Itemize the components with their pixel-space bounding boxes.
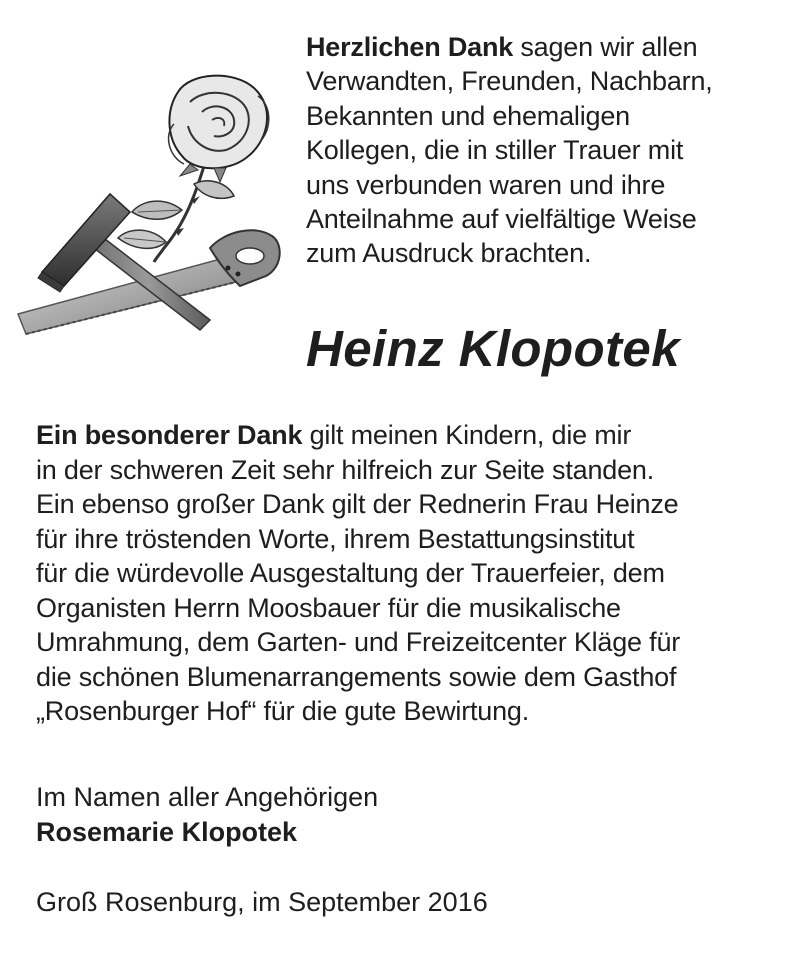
intro-first-line [306, 30, 786, 64]
signoff-line: Im Namen aller Angehörigen [36, 782, 379, 812]
intro-lead-rest: sagen wir allen [513, 32, 698, 62]
signer-name: Rosemarie Klopotek [36, 816, 298, 847]
body-first-line [36, 418, 786, 453]
intro-line: Bekannten und ehemaligen [306, 100, 630, 131]
body-line: „Rosenburger Hof“ für die gute Bewirtung. [36, 696, 530, 726]
intro-line: Kollegen, die in stiller Trauer mit [306, 135, 684, 166]
body-line: Ein ebenso großer Dank gilt der Rednerin Frau Heinze [36, 489, 679, 519]
body-line: Umrahmung, dem Garten- und Freizeitcenter Kläge für [36, 627, 681, 657]
body-line: Organisten Herrn Moosbauer für die musikalische [36, 592, 621, 623]
intro-lead-bold: Herzlichen Dank [306, 32, 514, 62]
thanks-intro-paragraph [306, 30, 786, 271]
intro-line: Verwandten, Freunden, Nachbarn, [306, 66, 713, 97]
signoff-block [36, 780, 378, 849]
deceased-name: Heinz Klopotek [306, 320, 680, 377]
rose-hammer-saw-illustration [14, 72, 304, 342]
body-lead-rest: gilt meinen Kindern, die mir [302, 420, 632, 450]
body-line: für die würdevolle Ausgestaltung der Trauerfeier, dem [36, 558, 665, 588]
special-thanks-paragraph [36, 418, 786, 729]
body-lead-bold: Ein besonderer Dank [36, 420, 303, 450]
body-line: die schönen Blumenarrangements sowie dem Gasthof [36, 661, 677, 692]
body-line: in der schweren Zeit sehr hilfreich zur Seite standen. [36, 454, 655, 485]
intro-line: uns verbunden waren und ihre [306, 169, 666, 200]
intro-line: Anteilnahme auf vielfältige Weise [306, 204, 697, 235]
body-line: für ihre tröstenden Worte, ihrem Bestattungsinstitut [36, 523, 635, 554]
intro-line: zum Ausdruck brachten. [306, 238, 592, 269]
place-date: Groß Rosenburg, im September 2016 [36, 887, 488, 917]
